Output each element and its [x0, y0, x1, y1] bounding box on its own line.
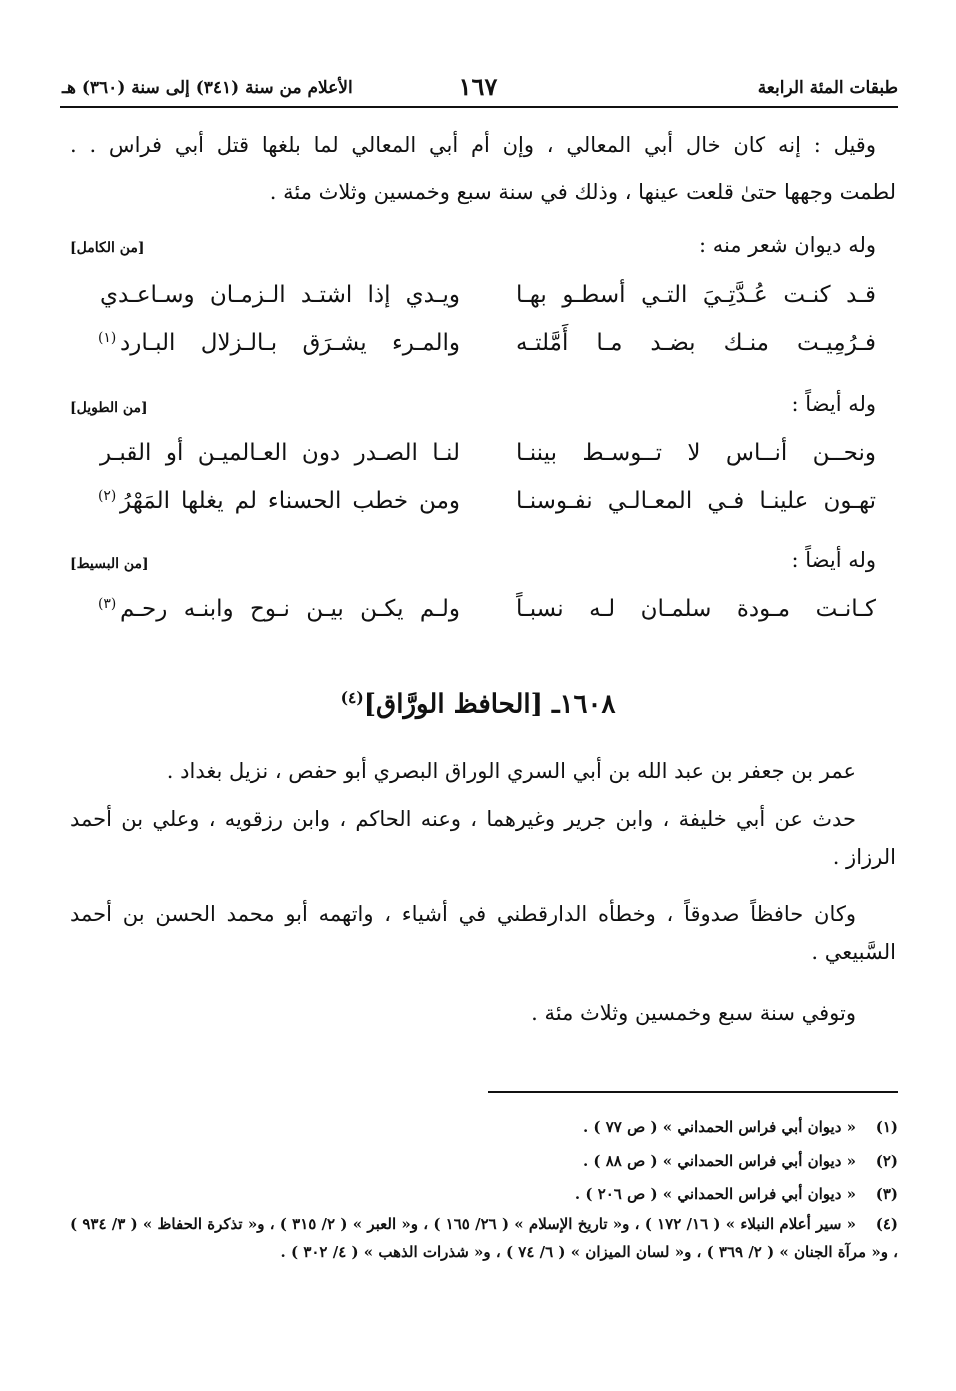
footnote-marker: (٣): [98, 596, 117, 612]
intro-line-1: وقيل : إنه كان خال أبي المعالي ، وإن أم أبي المعالي لما بلغها قتل أبي فراس . .: [70, 133, 876, 157]
poem-2-intro: وله أيضاً :: [791, 392, 876, 416]
poem-1-meter: [من الكامل]: [70, 240, 145, 256]
footnote: [70, 1113, 898, 1141]
entry-paragraph-4: وتوفي سنة سبع وخمسين وثلاث مئة .: [531, 1001, 856, 1025]
entry-title-text: ١٦٠٨ـ [الحافظ الورَّاق]: [363, 689, 616, 720]
verse: [70, 330, 896, 370]
entry-paragraph-1: عمر بن جعفر بن عبد الله بن أبي السري الوراق البصري أبو حفص ، نزيل بغداد .: [166, 759, 856, 783]
verse-second-hemistich: لنـا الصـدر دون العـالميـن أو القبـر: [100, 440, 460, 466]
verse-second-hemistich: ويـدي إذا اشتـد الـزمـان وسـاعـدي: [100, 282, 460, 308]
footnote-divider: [488, 1091, 898, 1093]
footnote-text: « ديوان أبي فراس الحمداني » ( ص ٨٨ ) .: [582, 1152, 856, 1170]
verse: [70, 282, 896, 322]
verse-first-hemistich: قـد كنـت عُـدَّتِـيَ التـي أسطـو بهـا: [516, 282, 876, 308]
verse-first-hemistich: فـرُمِيـت منـك بضـد مـا أَمَّلتـه: [516, 330, 876, 356]
verse: [70, 596, 896, 636]
footnote-text: « ديوان أبي فراس الحمداني » ( ص ٧٧ ) .: [582, 1118, 856, 1136]
entry-title: [0, 688, 956, 720]
entry-paragraph-3: وكان حافظاً صدوقاً ، وخطأه الدارقطني في أشياء ، واتهمه أبو محمد الحسن بن أحمد السَّبيعي .: [70, 902, 896, 964]
verse-first-hemistich: تهـون علينـا فـي المعـالـي نفـوسنـا: [516, 488, 876, 514]
verse: [70, 488, 896, 528]
poem-2-meter: [من الطويل]: [70, 400, 148, 416]
verse-second-hemistich: ومن خطب الحسناء لم يغلها المَهْرُ: [120, 488, 460, 514]
verse-first-hemistich: ونحــن أنــاس لا تــوسـط بيننـا: [516, 440, 876, 466]
footnote-marker: (٢): [98, 488, 117, 504]
header-range-title: الأعلام من سنة (٣٤١) إلى سنة (٣٦٠) هـ: [62, 78, 353, 98]
footnote-number: (٤): [875, 1215, 899, 1233]
verse-second-hemistich: والمـرء يشـرَق بـالـزلال البـارد: [120, 330, 460, 356]
footnote-marker: (١): [98, 330, 117, 346]
poem-1-intro: وله ديوان شعر منه :: [698, 233, 876, 257]
footnote-text: « سير أعلام النبلاء » ( ١٦/ ١٧٢ ) ، و« تاريخ الإسلام » ( ٢٦/ ١٦٥ ) ، و« العبر » ( ٢/ ٣١٥ ) ، و« تذكرة الحفاظ » ( ٣/ ٩٣٤ ) ، و« مرآة الجنان » ( ٢/ ٣٦٩ ) ، و« لسان الميزان » ( ٦/ ٧٤ ) ، و« شذرات الذهب » ( ٤/ ٣٠٢ ) .: [70, 1215, 898, 1261]
header-section-title: طبقات المئة الرابعة: [757, 78, 898, 98]
footnote-number: (١): [875, 1118, 898, 1136]
verse-first-hemistich: كـانـت مـودة سلمـان لـه نسبـاً: [516, 596, 876, 622]
footnote: [70, 1210, 898, 1266]
poem-3-intro: وله أيضاً :: [791, 548, 876, 572]
intro-line-2: لطمت وجهها حتىٰ قلعت عينها ، وذلك في سنة سبع وخمسين وثلاث مئة .: [269, 180, 896, 204]
footnote-marker: (٤): [340, 688, 364, 707]
page-number: ١٦٧: [458, 72, 498, 101]
entry-paragraph-2: حدث عن أبي خليفة ، وابن جرير وغيرهما ، وعنه الحاكم ، وابن رزقويه ، وعلي بن أحمد الرزاز .: [70, 807, 896, 869]
footnote-number: (٢): [875, 1152, 898, 1170]
footnote-text: « ديوان أبي فراس الحمداني » ( ص ٢٠٦ ) .: [574, 1185, 856, 1203]
footnote: [70, 1180, 898, 1208]
footnote-number: (٣): [875, 1185, 898, 1203]
verse-second-hemistich: ولـم يكـن بيـن نـوح وابنـه رحـم: [120, 596, 460, 622]
header-divider: [60, 106, 898, 108]
verse: [70, 440, 896, 480]
poem-3-meter: [من البسيط]: [70, 556, 149, 572]
footnote: [70, 1147, 898, 1175]
